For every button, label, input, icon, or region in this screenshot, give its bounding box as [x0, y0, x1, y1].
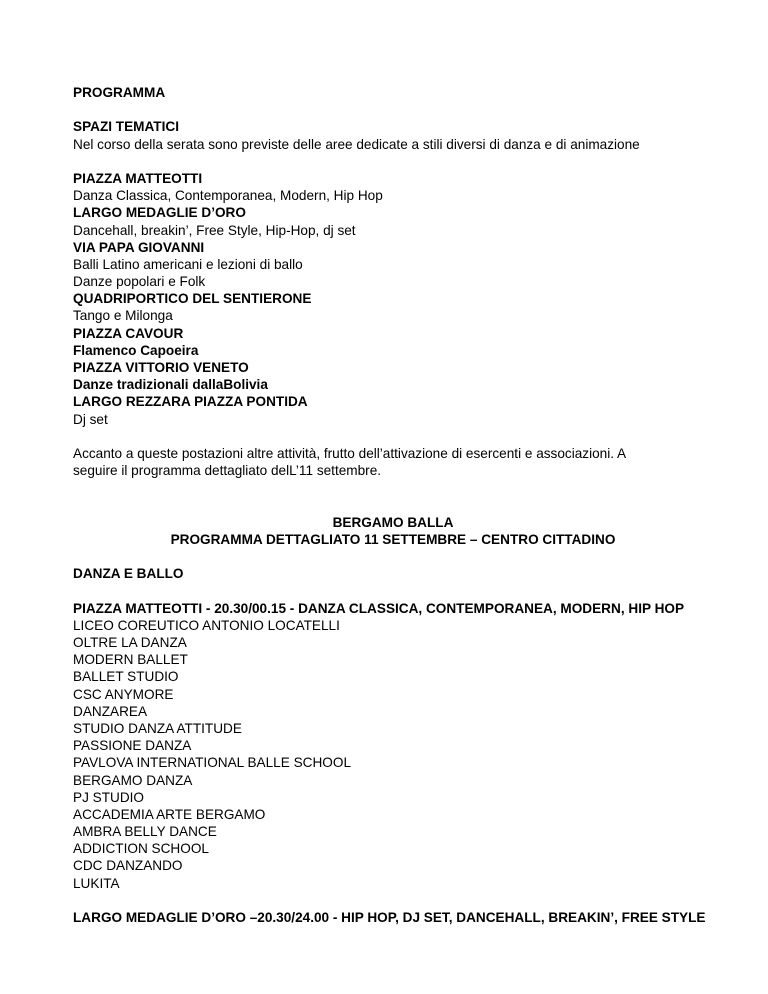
school-list-item: PAVLOVA INTERNATIONAL BALLE SCHOOL — [73, 755, 351, 771]
spacer — [73, 101, 713, 118]
spacer — [73, 428, 713, 445]
school-list-item: DANZAREA — [73, 703, 148, 719]
school-list-item: MODERN BALLET — [73, 652, 188, 668]
school-list-item: BERGAMO DANZA — [73, 772, 193, 788]
accanto-paragraph-line-1: Accanto a queste postazioni altre attività, frutto dell’attivazione di esercenti e associazioni. A — [73, 445, 627, 461]
location-description: Tango e Milonga — [73, 308, 173, 324]
spacer — [73, 892, 713, 909]
matteotti-schedule-heading: PIAZZA MATTEOTTI - 20.30/00.15 - DANZA CLASSICA, CONTEMPORANEA, MODERN, HIP HOP — [73, 600, 685, 616]
spacer — [73, 153, 713, 170]
location-name: VIA PAPA GIOVANNI — [73, 239, 205, 255]
document-content — [73, 84, 713, 926]
location-description: Danza Classica, Contemporanea, Modern, Hip Hop — [73, 188, 383, 204]
school-list-item: LICEO COREUTICO ANTONIO LOCATELLI — [73, 617, 340, 633]
spacer — [73, 548, 713, 565]
location-name: LARGO REZZARA PIAZZA PONTIDA — [73, 394, 308, 410]
spazi-tematici-intro: Nel corso della serata sono previste delle aree dedicate a stili diversi di danza e di animazione — [73, 136, 640, 152]
location-name: QUADRIPORTICO DEL SENTIERONE — [73, 291, 312, 307]
accanto-paragraph-line-2: seguire il programma dettagliato delL’11 settembre. — [73, 463, 382, 479]
school-list-item: OLTRE LA DANZA — [73, 635, 187, 650]
location-name: PIAZZA VITTORIO VENETO — [73, 360, 249, 375]
school-list-item: PASSIONE DANZA — [73, 738, 192, 754]
location-name: PIAZZA MATTEOTTI — [73, 170, 203, 186]
location-description: Dancehall, breakin’, Free Style, Hip-Hop, dj set — [73, 222, 356, 238]
location-description: Flamenco Capoeira — [73, 342, 199, 358]
spacer — [73, 582, 713, 599]
school-list-item: LUKITA — [73, 875, 120, 891]
spacer — [73, 497, 713, 514]
school-list-item: ACCADEMIA ARTE BERGAMO — [73, 806, 266, 822]
school-list-item: PJ STUDIO — [73, 789, 144, 805]
danza-e-ballo-heading: DANZA E BALLO — [73, 566, 184, 582]
location-description: Danze tradizionali dallaBolivia — [73, 377, 268, 393]
school-list-item: BALLET STUDIO — [73, 669, 179, 685]
location-name: PIAZZA CAVOUR — [73, 325, 184, 341]
location-description: Danze popolari e Folk — [73, 274, 206, 290]
location-description: Dj set — [73, 411, 108, 427]
school-list-item: ADDICTION SCHOOL — [73, 841, 209, 857]
medaglie-schedule-heading: LARGO MEDAGLIE D’ORO –20.30/24.00 - HIP HOP, DJ SET, DANCEHALL, BREAKIN’, FREE STYLE — [73, 910, 706, 925]
event-title: BERGAMO BALLA — [332, 514, 454, 530]
school-list-item: STUDIO DANZA ATTITUDE — [73, 720, 242, 736]
spacer — [73, 479, 713, 496]
location-name: LARGO MEDAGLIE D’ORO — [73, 205, 246, 221]
spazi-tematici-heading: SPAZI TEMATICI — [73, 119, 179, 135]
event-subtitle: PROGRAMMA DETTAGLIATO 11 SETTEMBRE – CENTRO CITTADINO — [170, 531, 616, 547]
location-description: Balli Latino americani e lezioni di ballo — [73, 256, 303, 272]
school-list-item: AMBRA BELLY DANCE — [73, 824, 217, 840]
programma-heading: PROGRAMMA — [73, 85, 166, 100]
school-list-item: CSC ANYMORE — [73, 686, 174, 702]
school-list-item: CDC DANZANDO — [73, 858, 183, 874]
